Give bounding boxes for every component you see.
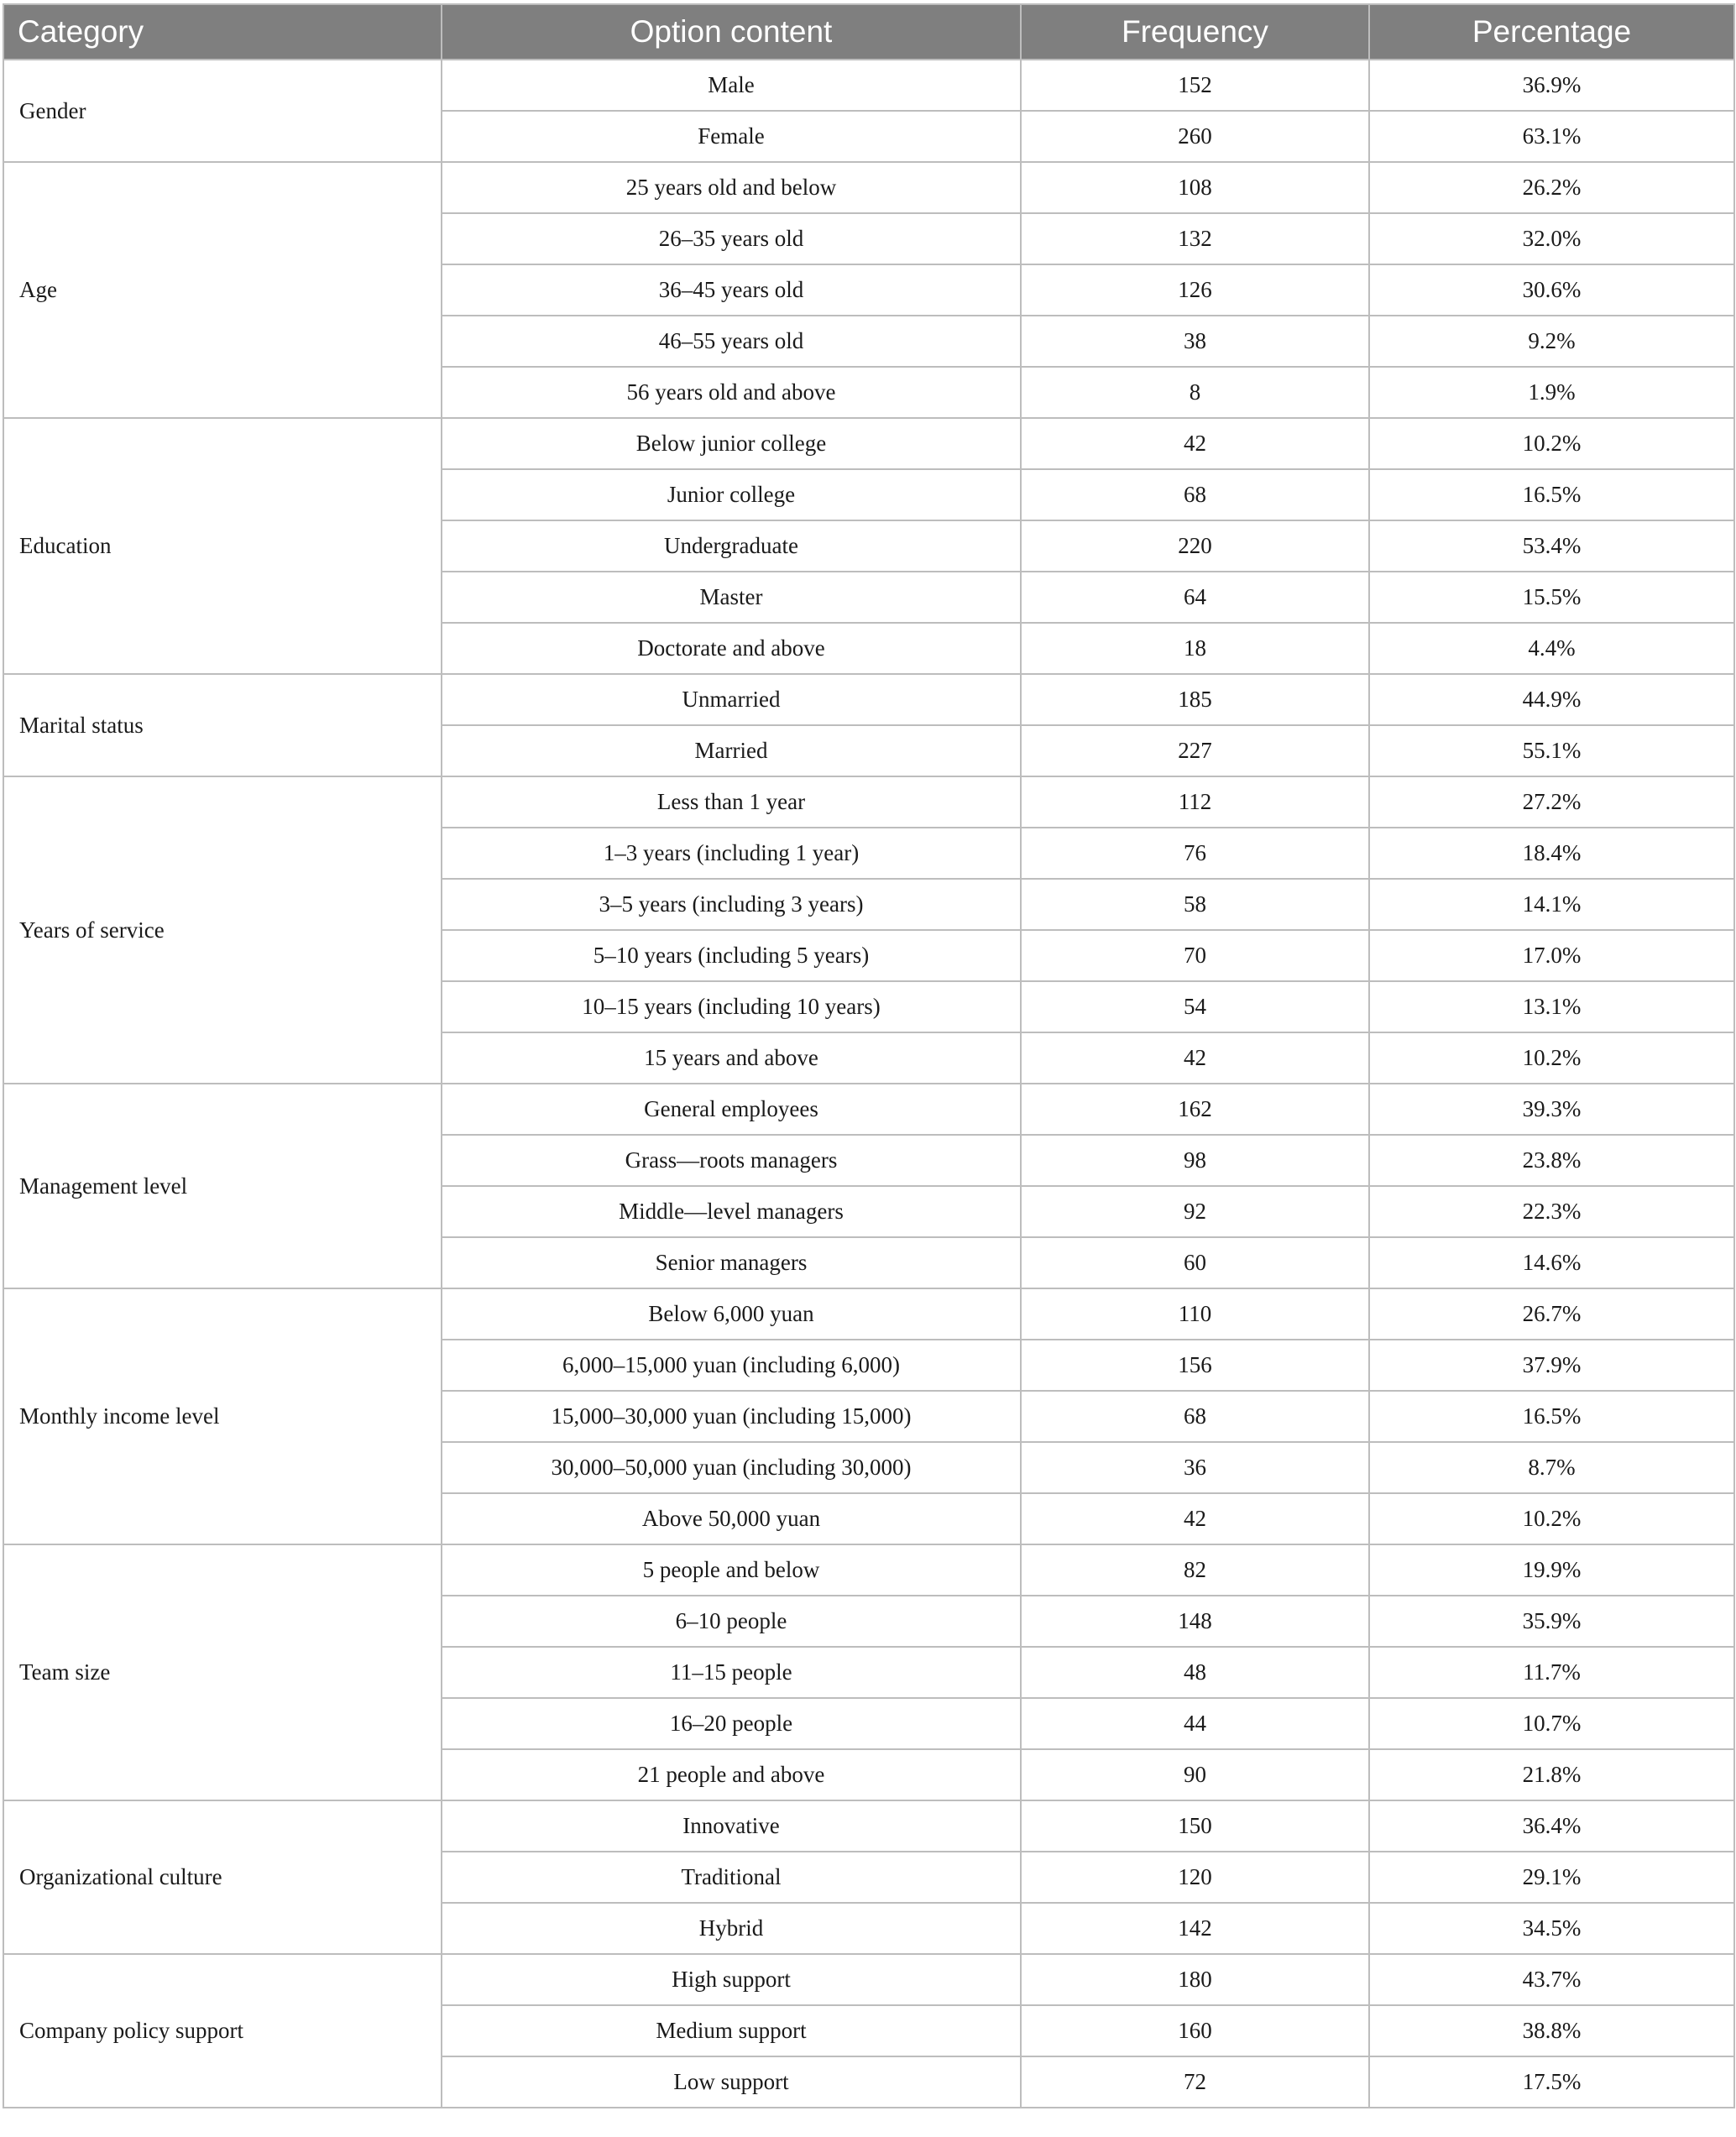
category-cell: Years of service [3,776,442,1084]
frequency-cell: 148 [1021,1596,1369,1647]
frequency-cell: 64 [1021,572,1369,623]
percentage-cell: 26.2% [1369,162,1734,213]
frequency-cell: 180 [1021,1954,1369,2005]
frequency-cell: 156 [1021,1340,1369,1391]
demographics-table [3,3,1735,2108]
percentage-cell: 10.7% [1369,1698,1734,1749]
frequency-cell: 42 [1021,1032,1369,1084]
frequency-cell: 42 [1021,1493,1369,1544]
option-cell: 15,000–30,000 yuan (including 15,000) [442,1391,1021,1442]
option-cell: 36–45 years old [442,264,1021,316]
option-cell: Married [442,725,1021,776]
option-cell: Below junior college [442,418,1021,469]
option-cell: 46–55 years old [442,316,1021,367]
frequency-cell: 58 [1021,879,1369,930]
frequency-cell: 44 [1021,1698,1369,1749]
option-cell: Junior college [442,469,1021,520]
frequency-cell: 98 [1021,1135,1369,1186]
table-row [3,674,1734,725]
percentage-cell: 19.9% [1369,1544,1734,1596]
frequency-cell: 76 [1021,828,1369,879]
percentage-cell: 36.4% [1369,1800,1734,1852]
table-row [3,60,1734,111]
option-cell: High support [442,1954,1021,2005]
percentage-cell: 15.5% [1369,572,1734,623]
frequency-cell: 185 [1021,674,1369,725]
option-cell: 6–10 people [442,1596,1021,1647]
percentage-cell: 29.1% [1369,1852,1734,1903]
category-cell: Management level [3,1084,442,1288]
option-cell: 25 years old and below [442,162,1021,213]
frequency-cell: 162 [1021,1084,1369,1135]
header-percentage: Percentage [1369,4,1734,60]
percentage-cell: 32.0% [1369,213,1734,264]
category-cell: Monthly income level [3,1288,442,1544]
option-cell: 10–15 years (including 10 years) [442,981,1021,1032]
option-cell: 26–35 years old [442,213,1021,264]
option-cell: 6,000–15,000 yuan (including 6,000) [442,1340,1021,1391]
percentage-cell: 10.2% [1369,1032,1734,1084]
percentage-cell: 17.0% [1369,930,1734,981]
percentage-cell: 43.7% [1369,1954,1734,2005]
percentage-cell: 10.2% [1369,1493,1734,1544]
option-cell: 15 years and above [442,1032,1021,1084]
option-cell: Master [442,572,1021,623]
percentage-cell: 26.7% [1369,1288,1734,1340]
table-row [3,1800,1734,1852]
category-cell: Education [3,418,442,674]
frequency-cell: 48 [1021,1647,1369,1698]
option-cell: 11–15 people [442,1647,1021,1698]
header-category: Category [3,4,442,60]
frequency-cell: 108 [1021,162,1369,213]
header-frequency: Frequency [1021,4,1369,60]
option-cell: 21 people and above [442,1749,1021,1800]
option-cell: Male [442,60,1021,111]
category-cell: Team size [3,1544,442,1800]
option-cell: Low support [442,2056,1021,2108]
frequency-cell: 112 [1021,776,1369,828]
category-cell: Marital status [3,674,442,776]
frequency-cell: 120 [1021,1852,1369,1903]
percentage-cell: 22.3% [1369,1186,1734,1237]
percentage-cell: 13.1% [1369,981,1734,1032]
frequency-cell: 18 [1021,623,1369,674]
frequency-cell: 68 [1021,1391,1369,1442]
frequency-cell: 42 [1021,418,1369,469]
option-cell: Female [442,111,1021,162]
percentage-cell: 37.9% [1369,1340,1734,1391]
table-row [3,1288,1734,1340]
frequency-cell: 126 [1021,264,1369,316]
percentage-cell: 16.5% [1369,469,1734,520]
percentage-cell: 27.2% [1369,776,1734,828]
option-cell: Grass—roots managers [442,1135,1021,1186]
option-cell: General employees [442,1084,1021,1135]
table-row [3,1084,1734,1135]
frequency-cell: 82 [1021,1544,1369,1596]
percentage-cell: 53.4% [1369,520,1734,572]
frequency-cell: 8 [1021,367,1369,418]
category-cell: Organizational culture [3,1800,442,1954]
option-cell: Innovative [442,1800,1021,1852]
table-row [3,776,1734,828]
option-cell: 5 people and below [442,1544,1021,1596]
frequency-cell: 150 [1021,1800,1369,1852]
frequency-cell: 68 [1021,469,1369,520]
percentage-cell: 14.1% [1369,879,1734,930]
option-cell: 5–10 years (including 5 years) [442,930,1021,981]
percentage-cell: 36.9% [1369,60,1734,111]
frequency-cell: 70 [1021,930,1369,981]
percentage-cell: 16.5% [1369,1391,1734,1442]
frequency-cell: 38 [1021,316,1369,367]
percentage-cell: 44.9% [1369,674,1734,725]
percentage-cell: 23.8% [1369,1135,1734,1186]
option-cell: Medium support [442,2005,1021,2056]
frequency-cell: 260 [1021,111,1369,162]
percentage-cell: 39.3% [1369,1084,1734,1135]
table-row [3,1954,1734,2005]
percentage-cell: 63.1% [1369,111,1734,162]
option-cell: Above 50,000 yuan [442,1493,1021,1544]
percentage-cell: 4.4% [1369,623,1734,674]
option-cell: Traditional [442,1852,1021,1903]
percentage-cell: 8.7% [1369,1442,1734,1493]
percentage-cell: 34.5% [1369,1903,1734,1954]
frequency-cell: 92 [1021,1186,1369,1237]
option-cell: Unmarried [442,674,1021,725]
option-cell: Middle—level managers [442,1186,1021,1237]
option-cell: 30,000–50,000 yuan (including 30,000) [442,1442,1021,1493]
percentage-cell: 17.5% [1369,2056,1734,2108]
percentage-cell: 1.9% [1369,367,1734,418]
percentage-cell: 30.6% [1369,264,1734,316]
table-row [3,1544,1734,1596]
header-option-content: Option content [442,4,1021,60]
option-cell: Senior managers [442,1237,1021,1288]
option-cell: Doctorate and above [442,623,1021,674]
percentage-cell: 35.9% [1369,1596,1734,1647]
table-body [3,60,1734,2108]
percentage-cell: 18.4% [1369,828,1734,879]
percentage-cell: 38.8% [1369,2005,1734,2056]
percentage-cell: 14.6% [1369,1237,1734,1288]
percentage-cell: 21.8% [1369,1749,1734,1800]
option-cell: 16–20 people [442,1698,1021,1749]
frequency-cell: 60 [1021,1237,1369,1288]
category-cell: Company policy support [3,1954,442,2108]
frequency-cell: 160 [1021,2005,1369,2056]
category-cell: Gender [3,60,442,162]
frequency-cell: 220 [1021,520,1369,572]
option-cell: 1–3 years (including 1 year) [442,828,1021,879]
percentage-cell: 11.7% [1369,1647,1734,1698]
frequency-cell: 36 [1021,1442,1369,1493]
header-row [3,4,1734,60]
option-cell: Less than 1 year [442,776,1021,828]
percentage-cell: 9.2% [1369,316,1734,367]
frequency-cell: 110 [1021,1288,1369,1340]
option-cell: Below 6,000 yuan [442,1288,1021,1340]
percentage-cell: 10.2% [1369,418,1734,469]
option-cell: Hybrid [442,1903,1021,1954]
frequency-cell: 227 [1021,725,1369,776]
option-cell: 56 years old and above [442,367,1021,418]
frequency-cell: 72 [1021,2056,1369,2108]
frequency-cell: 132 [1021,213,1369,264]
table-row [3,162,1734,213]
option-cell: 3–5 years (including 3 years) [442,879,1021,930]
frequency-cell: 54 [1021,981,1369,1032]
percentage-cell: 55.1% [1369,725,1734,776]
option-cell: Undergraduate [442,520,1021,572]
frequency-cell: 90 [1021,1749,1369,1800]
category-cell: Age [3,162,442,418]
table-row [3,418,1734,469]
frequency-cell: 142 [1021,1903,1369,1954]
frequency-cell: 152 [1021,60,1369,111]
